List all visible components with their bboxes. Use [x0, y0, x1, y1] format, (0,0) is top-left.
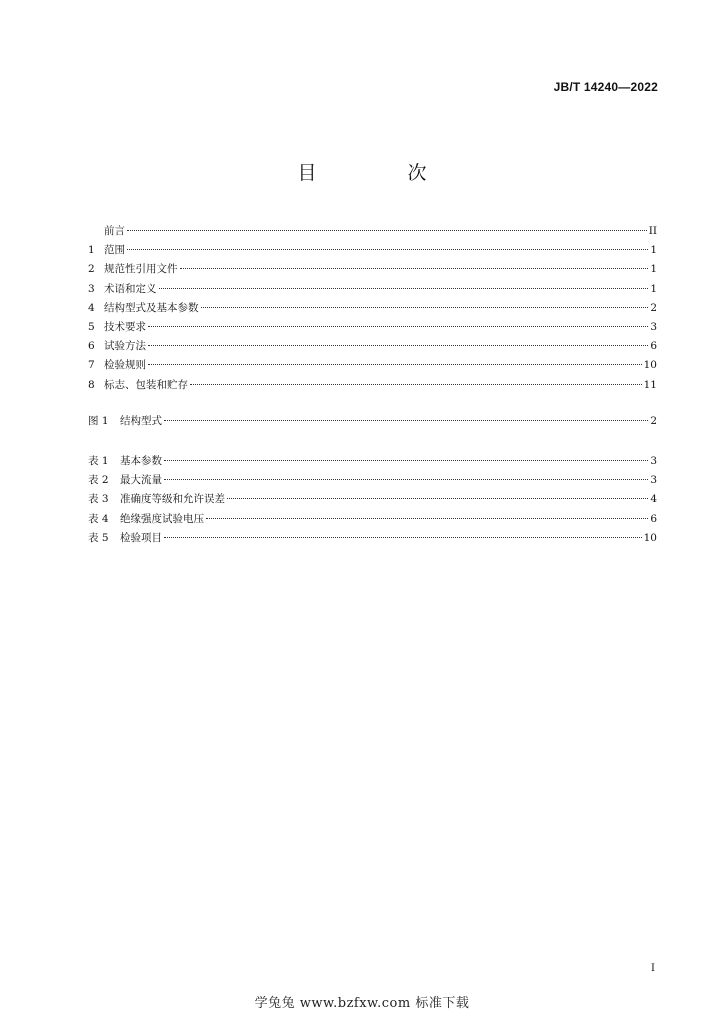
standard-code: JB/T 14240—2022	[553, 80, 658, 94]
toc-entry-number: 1	[88, 244, 95, 257]
toc-dot-leader	[164, 460, 648, 461]
toc-figures	[88, 412, 657, 431]
toc-tables	[88, 452, 657, 548]
toc-entry-page: 2	[650, 301, 657, 314]
toc-entry-number: 6	[88, 340, 95, 353]
toc-dot-leader	[159, 288, 649, 289]
toc-entry-page: 3	[650, 455, 657, 467]
toc-entry-page: 3	[650, 320, 657, 333]
toc-chapters	[88, 222, 657, 395]
toc-entry-page: 10	[643, 359, 657, 372]
watermark-text: 学兔兔 www.bzfxw.com 标准下载	[254, 996, 470, 1011]
toc-entry[interactable]	[88, 356, 657, 375]
toc-entry-number: 7	[88, 359, 95, 372]
toc-entry-page: 1	[650, 244, 657, 257]
toc-dot-leader	[164, 420, 648, 421]
toc-entry-page: 1	[650, 282, 657, 295]
toc-dot-leader	[180, 268, 649, 269]
toc-entry-page: 3	[650, 474, 657, 487]
toc-table-entry[interactable]	[88, 490, 657, 509]
toc-entry[interactable]	[88, 222, 657, 241]
toc-entry[interactable]	[88, 337, 657, 356]
toc-entry-title: 基本参数	[120, 455, 162, 467]
toc-entry-number: 2	[88, 263, 95, 276]
toc-entry-title: 规范性引用文件	[104, 263, 178, 276]
toc-entry-title: 最大流量	[120, 474, 162, 487]
toc-entry[interactable]	[88, 318, 657, 337]
toc-entry-title: 结构型式	[120, 415, 162, 427]
toc-dot-leader	[148, 326, 648, 327]
toc-table-entry[interactable]	[88, 471, 657, 490]
toc-entry[interactable]	[88, 299, 657, 318]
toc-dot-leader	[190, 384, 642, 385]
toc-dot-leader	[164, 537, 642, 538]
toc-entry-title: 准确度等级和允许误差	[120, 493, 225, 506]
toc-entry-page: 4	[650, 493, 657, 506]
toc-entry-number: 表 3	[88, 493, 109, 506]
toc-dot-leader	[148, 345, 648, 346]
toc-entry[interactable]	[88, 241, 657, 260]
toc-entry-number: 表 1	[88, 455, 109, 467]
toc-table-entry[interactable]	[88, 452, 657, 471]
toc-dot-leader	[227, 498, 648, 499]
page-number: I	[651, 963, 655, 974]
toc-entry-title: 试验方法	[104, 340, 146, 353]
toc-entry-number: 5	[88, 320, 95, 333]
toc-entry-number: 表 2	[88, 474, 109, 487]
toc-entry-title: 检验规则	[104, 359, 146, 372]
toc-entry[interactable]	[88, 260, 657, 279]
toc-entry-title: 检验项目	[120, 531, 162, 544]
toc-entry-number: 图 1	[88, 415, 109, 427]
toc-entry-number: 表 5	[88, 531, 109, 544]
toc-entry-page: 11	[643, 378, 657, 391]
toc-entry-number: 4	[88, 301, 95, 314]
toc-dot-leader	[127, 249, 648, 250]
toc-entry-page: 6	[650, 340, 657, 353]
toc-figure-entry[interactable]	[88, 412, 657, 431]
toc-entry-page: 6	[650, 512, 657, 525]
toc-entry-page: 1	[650, 263, 657, 276]
toc-entry-title: 前言	[104, 225, 125, 237]
toc-entry-page: II	[648, 225, 657, 237]
toc-entry-title: 绝缘强度试验电压	[120, 512, 204, 525]
toc-entry-title: 结构型式及基本参数	[104, 301, 199, 314]
toc-entry-page: 2	[650, 415, 657, 427]
toc-dot-leader	[201, 307, 649, 308]
toc-entry-title: 技术要求	[104, 320, 146, 333]
toc-table-entry[interactable]	[88, 510, 657, 529]
toc-entry-number: 表 4	[88, 512, 109, 525]
toc-title: 目 次	[297, 162, 463, 184]
toc-entry[interactable]	[88, 280, 657, 299]
toc-entry[interactable]	[88, 376, 657, 395]
toc-dot-leader	[127, 230, 647, 231]
toc-dot-leader	[148, 364, 642, 365]
toc-entry-title: 标志、包装和贮存	[104, 378, 188, 391]
toc-dot-leader	[206, 518, 648, 519]
toc-dot-leader	[164, 479, 648, 480]
toc-entry-title: 术语和定义	[104, 282, 157, 295]
toc-entry-title: 范围	[104, 244, 125, 257]
toc-entry-number: 8	[88, 378, 95, 391]
toc-entry-number: 3	[88, 282, 95, 295]
toc-entry-page: 10	[643, 531, 657, 544]
toc-table-entry[interactable]	[88, 529, 657, 548]
